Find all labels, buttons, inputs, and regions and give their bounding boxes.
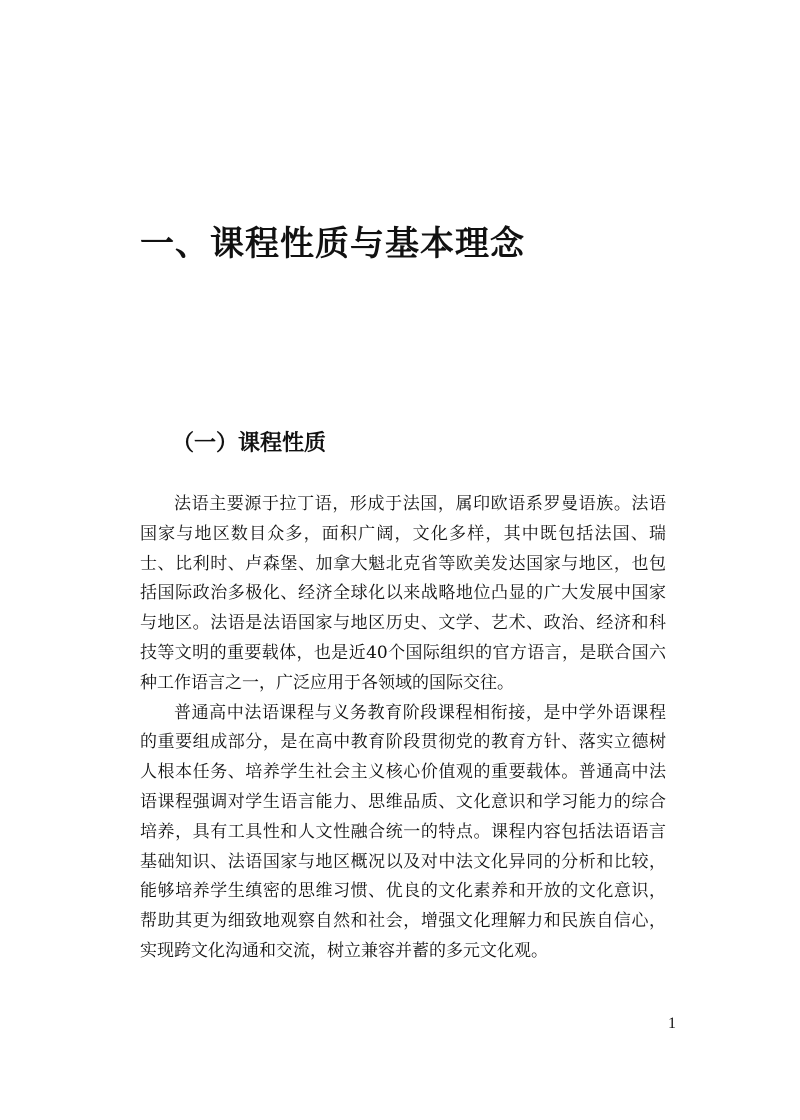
body-text (140, 490, 666, 967)
paragraph: 普通高中法语课程与义务教育阶段课程相衔接，是中学外语课程的重要组成部分，是在高中教育阶段贯彻党的教育方针、落实立德树人根本任务、培养学生社会主义核心价值观的重要载体。普通高中法语课程强调对学生语言能力、思维品质、文化意识和学习能力的综合培养，具有工具性和人文性融合统一的特点。课程内容包括法语语言基础知识、法语国家与地区概况以及对中法文化异同的分析和比较，能够培养学生缜密的思维习惯、优良的文化素养和开放的文化意识，帮助其更为细致地观察自然和社会，增强文化理解力和民族自信心，实现跨文化沟通和交流，树立兼容并蓄的多元文化观。 (140, 702, 666, 961)
chapter-title: 一、课程性质与基本理念 (140, 224, 525, 264)
paragraph: 法语主要源于拉丁语，形成于法国，属印欧语系罗曼语族。法语国家与地区数目众多，面积广阔，文化多样，其中既包括法国、瑞士、比利时、卢森堡、加拿大魁北克省等欧美发达国家与地区，也包括国际政治多极化、经济全球化以来战略地位凸显的广大发展中国家与地区。法语是法语国家与地区历史、文学、艺术、政治、经济和科技等文明的重要载体，也是近40个国际组织的官方语言，是联合国六种工作语言之一，广泛应用于各领域的国际交往。 (140, 494, 666, 693)
section-title: （一）课程性质 (172, 431, 327, 456)
page-number: 1 (668, 1015, 676, 1032)
